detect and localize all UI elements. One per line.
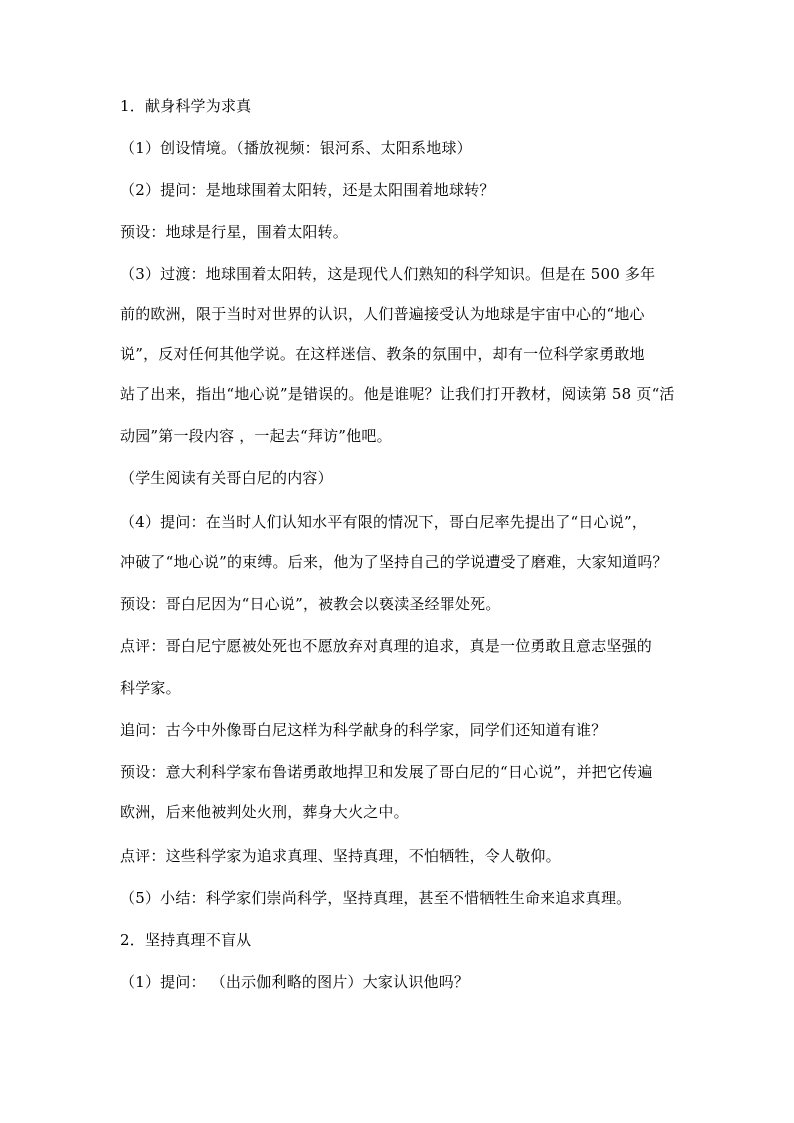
paragraph-line: （1）创设情境。（播放视频：银河系、太阳系地球） [120,139,472,157]
paragraph-line: （3）过渡：地球围着太阳转，这是现代人们熟知的科学知识。但是在 500 多年 [120,265,656,283]
section-heading-2: 2．坚持真理不盲从 [120,931,252,949]
paragraph-line: 追问：古今中外像哥白尼这样为科学献身的科学家，同学们还知道有谁？ [120,721,607,739]
paragraph-line: （学生阅读有关哥白尼的内容） [120,469,333,487]
paragraph-line: （5）小结：科学家们崇尚科学，坚持真理，甚至不惜牺牲生命来追求真理。 [120,889,632,907]
paragraph-line: 点评：哥白尼宁愿被处死也不愿放弃对真理的追求，真是一位勇敢且意志坚强的 [120,637,653,655]
paragraph-line: 科学家。 [120,679,181,697]
paragraph-line: 站了出来，指出“地心说”是错误的。他是谁呢？让我们打开教材，阅读第 58 页“活 [120,385,675,403]
section-heading-1: 1．献身科学为求真 [120,97,252,115]
paragraph-line: 前的欧洲，限于当时对世界的认识，人们普遍接受认为地球是宇宙中心的“地心 [120,305,645,323]
paragraph-line: 预设：地球是行星，围着太阳转。 [120,223,349,241]
paragraph-line: 动园”第一段内容 ，一起去“拜访”他吧。 [120,427,392,445]
paragraph-line: 预设：意大利科学家布鲁诺勇敢地捍卫和发展了哥白尼的“日心说”，并把它传遍 [120,763,653,781]
paragraph-line: （1）提问： （出示伽利略的图片）大家认识他吗？ [120,973,470,991]
paragraph-line: 说”，反对任何其他学说。在这样迷信、教条的氛围中，却有一位科学家勇敢地 [120,345,645,363]
paragraph-line: 欧洲，后来他被判处火刑，葬身大火之中。 [120,803,409,821]
paragraph-line: 预设：哥白尼因为“日心说”，被教会以亵渎圣经罪处死。 [120,595,501,613]
paragraph-line: （4）提问：在当时人们认知水平有限的情况下，哥白尼率先提出了“日心说”， [120,513,648,531]
paragraph-line: 点评：这些科学家为追求真理、坚持真理，不怕牺牲，令人敬仰。 [120,847,561,865]
paragraph-line: 冲破了“地心说”的束缚。后来，他为了坚持自己的学说遭受了磨难，大家知道吗？ [120,553,668,571]
paragraph-line: （2）提问：是地球围着太阳转，还是太阳围着地球转？ [120,181,495,199]
